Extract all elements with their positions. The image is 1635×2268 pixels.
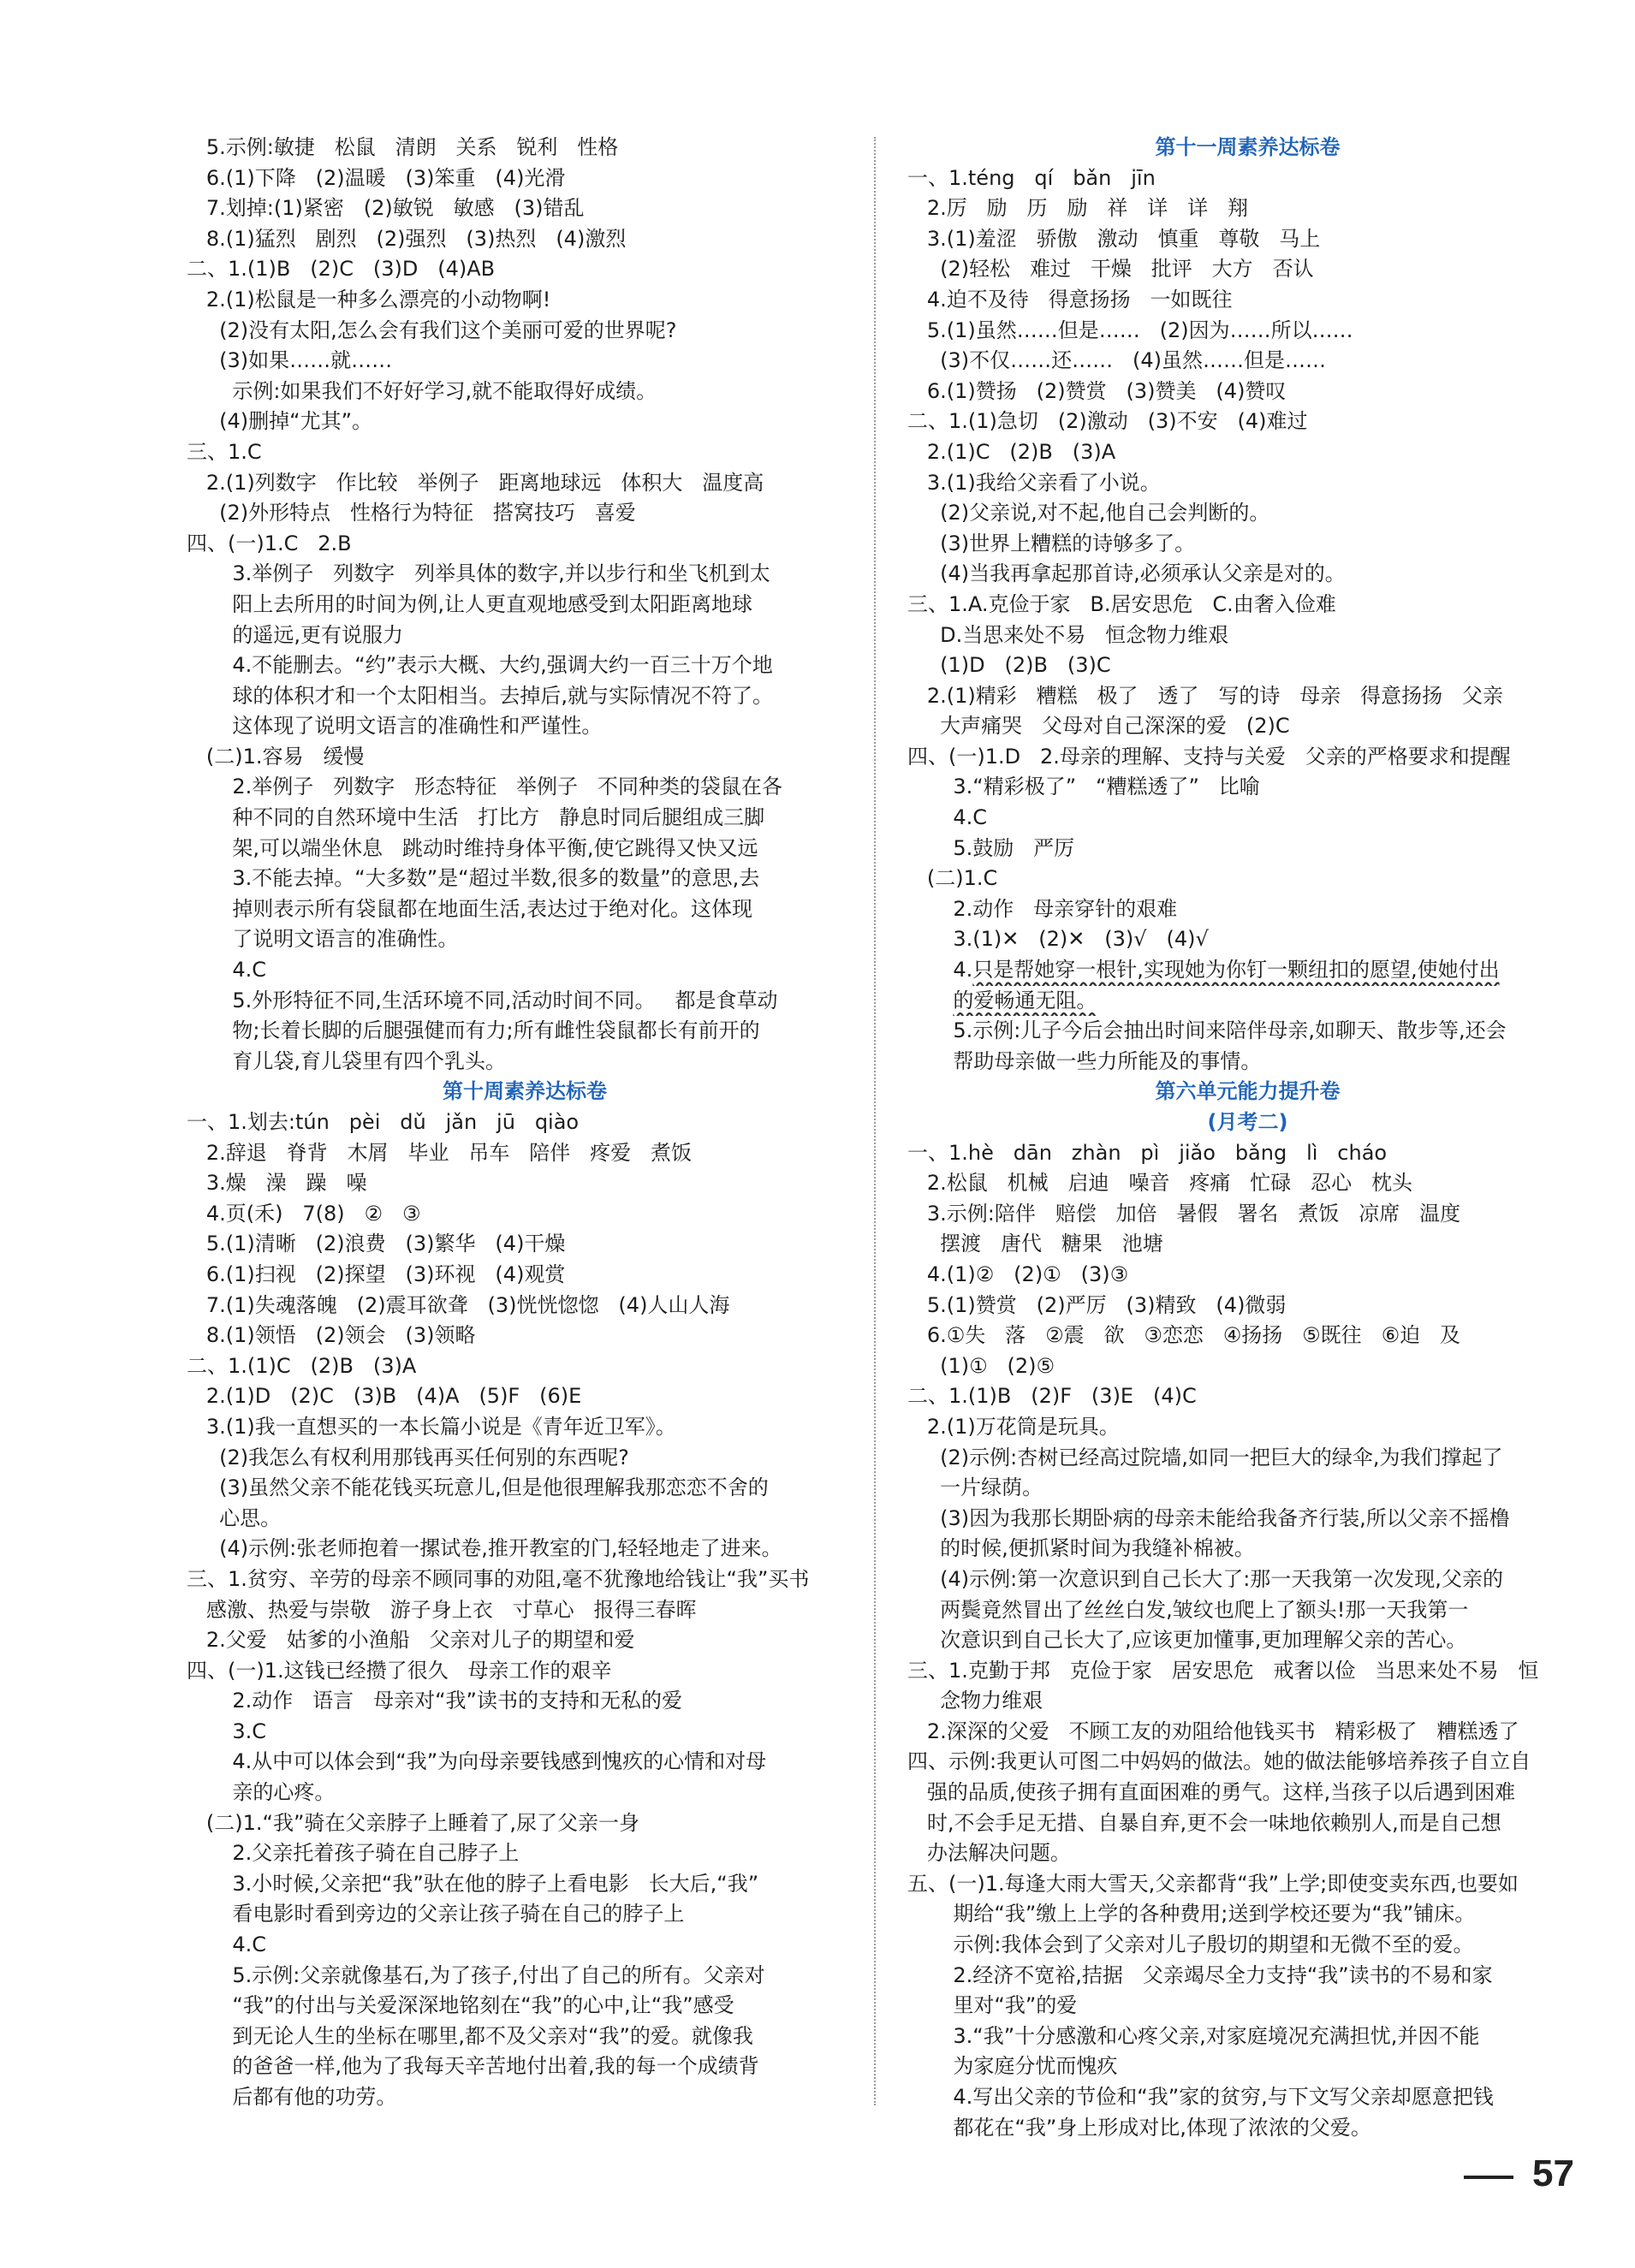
- answer-line: 育儿袋,育儿袋里有四个乳头。: [187, 1048, 507, 1073]
- answer-line: 心思。: [187, 1505, 282, 1530]
- answer-line: 二、1.(1)C (2)B (3)A: [187, 1353, 417, 1378]
- answer-line: 示例:如果我们不好好学习,就不能取得好成绩。: [187, 378, 657, 403]
- answer-line: 三、1.克勤于邦 克俭于家 居安思危 戒奢以俭 当思来处不易 恒: [907, 1658, 1539, 1683]
- answer-line: (2)没有太阳,怎么会有我们这个美丽可爱的世界呢?: [187, 318, 677, 342]
- answer-line: 4.不能删去。“约”表示大概、大约,强调大约一百三十万个地: [187, 653, 773, 678]
- answer-line: 4.从中可以体会到“我”为向母亲要钱感到愧疚的心情和对母: [187, 1749, 767, 1774]
- answer-line: D.当思来处不易 恒念物力维艰: [907, 622, 1229, 647]
- answer-line: 一、1.hè dān zhàn pì jiǎo bǎng lì cháo: [907, 1140, 1388, 1165]
- answer-line: (2)我怎么有权利用那钱再买任何别的东西呢?: [187, 1445, 629, 1469]
- answer-line: 的爸爸一样,他为了我每天辛苦地付出着,我的每一个成绩背: [187, 2054, 759, 2079]
- section-title: (月考二): [1207, 1110, 1288, 1134]
- answer-line: 为家庭分忧而愧疚: [907, 2054, 1118, 2079]
- answer-line: 的时候,便抓紧时间为我缝补棉被。: [907, 1536, 1255, 1561]
- answer-line: 2.举例子 列数字 形态特征 举例子 不同种类的袋鼠在各: [187, 775, 782, 799]
- answer-line: (3)不仅……还…… (4)虽然……但是……: [907, 348, 1327, 373]
- answer-line: 后都有他的功劳。: [187, 2085, 397, 2109]
- answer-line: 摆渡 唐代 糖果 池塘: [907, 1232, 1163, 1256]
- answer-line: (4)示例:张老师抱着一摞试卷,推开教室的门,轻轻地走了进来。: [187, 1536, 782, 1561]
- answer-line: 4.C: [187, 958, 267, 983]
- answer-line: 架,可以端坐休息 跳动时维持身体平衡,使它跳得又快又远: [187, 835, 758, 860]
- answer-line: (4)示例:第一次意识到自己长大了:那一天我第一次发现,父亲的: [907, 1566, 1503, 1591]
- answer-line: 看电影时看到旁边的父亲让孩子骑在自己的脖子上: [187, 1902, 685, 1927]
- answer-line: 6.(1)下降 (2)温暖 (3)笨重 (4)光滑: [187, 165, 566, 190]
- answer-line: 5.(1)赞赏 (2)严厉 (3)精致 (4)微弱: [907, 1292, 1287, 1317]
- answer-line: (二)1.容易 缓慢: [187, 744, 365, 769]
- answer-line: 4.(1)② (2)① (3)③: [907, 1262, 1129, 1286]
- answer-line: 6.(1)赞扬 (2)赞赏 (3)赞美 (4)赞叹: [907, 378, 1287, 403]
- answer-line: 三、1.C: [187, 439, 262, 464]
- answer-line: 三、1.A.克俭于家 B.居安思危 C.由奢入俭难: [907, 591, 1336, 616]
- answer-line: 期给“我”缴上上学的各种费用;送到学校还要为“我”铺床。: [907, 1902, 1476, 1927]
- answer-line: 3.(1)✕ (2)✕ (3)√ (4)√: [907, 927, 1209, 952]
- answer-line: 3.C: [187, 1719, 267, 1743]
- answer-line: (2)示例:杏树已经高过院墙,如同一把巨大的绿伞,为我们撑起了: [907, 1445, 1503, 1469]
- answer-line: 2.(1)松鼠是一种多么漂亮的小动物啊!: [187, 287, 551, 312]
- left-column: [187, 133, 863, 2113]
- answer-line: 次意识到自己长大了,应该更加懂事,更加理解父亲的苦心。: [907, 1628, 1467, 1653]
- answer-line: 2.(1)精彩 糟糕 极了 透了 写的诗 母亲 得意扬扬 父亲: [907, 683, 1503, 708]
- answer-line: 3.不能去掉。“大多数”是“超过半数,很多的数量”的意思,去: [187, 866, 760, 891]
- answer-line: 2.辞退 脊背 木屑 毕业 吊车 陪伴 疼爱 煮饭: [187, 1140, 692, 1165]
- answer-line: 都花在“我”身上形成对比,体现了浓浓的父爱。: [907, 2115, 1371, 2140]
- answer-line: (4)当我再拿起那首诗,必须承认父亲是对的。: [907, 561, 1346, 586]
- wavy-underlined-text: 只是帮她穿一根针,实现她为你钉一颗纽扣的愿望,使她付出: [972, 958, 1500, 983]
- answer-line: 2.(1)万花筒是玩具。: [907, 1414, 1120, 1439]
- answer-line: 5.外形特征不同,生活环境不同,活动时间不同。 都是食草动: [187, 988, 778, 1012]
- answer-line: 亲的心疼。: [187, 1780, 336, 1805]
- answer-line: 四、(一)1.这钱已经攒了很久 母亲工作的艰辛: [187, 1658, 612, 1683]
- answer-line: 4.C: [187, 1933, 267, 1957]
- answer-line: 4.C: [907, 805, 988, 830]
- section-title: 第十一周素养达标卷: [1155, 135, 1341, 159]
- answer-line-wavy: [907, 986, 1588, 1017]
- answer-line: 感激、热爱与崇敬 游子身上衣 寸草心 报得三春晖: [187, 1597, 697, 1622]
- answer-line: (二)1.“我”骑在父亲脖子上睡着了,尿了父亲一身: [187, 1810, 640, 1835]
- answer-line: (3)世界上糟糕的诗够多了。: [907, 531, 1196, 555]
- answer-prefix: [907, 989, 953, 1012]
- answer-line: 二、1.(1)急切 (2)激动 (3)不安 (4)难过: [907, 409, 1308, 434]
- answer-line: 6.(1)扫视 (2)探望 (3)环视 (4)观赏: [187, 1262, 566, 1286]
- wavy-underlined-text: 的爱畅通无阻。: [953, 988, 1097, 1012]
- answer-line: 四、(一)1.D 2.母亲的理解、支持与关爱 父亲的严格要求和提醒: [907, 744, 1511, 769]
- answer-line: 2.(1)D (2)C (3)B (4)A (5)F (6)E: [187, 1384, 582, 1409]
- answer-line: (1)D (2)B (3)C: [907, 653, 1111, 678]
- answer-line: 3.举例子 列数字 列举具体的数字,并以步行和坐飞机到太: [187, 561, 770, 586]
- answer-line: 帮助母亲做一些力所能及的事情。: [907, 1048, 1262, 1073]
- answer-line: 4.写出父亲的节俭和“我”家的贫穷,与下文写父亲却愿意把钱: [907, 2085, 1494, 2109]
- answer-line: 4.迫不及待 得意扬扬 一如既往: [907, 287, 1233, 312]
- answer-line: 2.(1)C (2)B (3)A: [907, 439, 1116, 464]
- answer-line: 这体现了说明文语言的准确性和严谨性。: [187, 714, 603, 739]
- answer-line: 3.燥 澡 躁 噪: [187, 1171, 367, 1196]
- answer-line: 2.松鼠 机械 启迪 噪音 疼痛 忙碌 忍心 枕头: [907, 1171, 1412, 1196]
- answer-line: 一片绿荫。: [907, 1475, 1043, 1500]
- section-title: 第十周素养达标卷: [443, 1079, 607, 1104]
- answer-line: (4)删掉“尤其”。: [187, 409, 373, 434]
- answer-line: 2.父爱 姑爹的小渔船 父亲对儿子的期望和爱: [187, 1628, 635, 1653]
- answer-line: (3)虽然父亲不能花钱买玩意儿,但是他很理解我那恋恋不舍的: [187, 1475, 769, 1500]
- answer-line: 种不同的自然环境中生活 打比方 静息时同后腿组成三脚: [187, 805, 765, 830]
- answer-line: 一、1.téng qí bǎn jīn: [907, 165, 1156, 190]
- answer-line: (1)① (2)⑤: [907, 1353, 1055, 1378]
- answer-line: 3.(1)我给父亲看了小说。: [907, 470, 1161, 495]
- answer-line: 四、(一)1.C 2.B: [187, 531, 352, 555]
- answer-line: 四、示例:我更认可图二中妈妈的做法。她的做法能够培养孩子自立自: [907, 1749, 1531, 1774]
- answer-line: 大声痛哭 父母对自己深深的爱 (2)C: [907, 714, 1290, 739]
- answer-line: 里对“我”的爱: [907, 1993, 1078, 2018]
- answer-line: 示例:我体会到了父亲对儿子殷切的期望和无微不至的爱。: [907, 1933, 1474, 1957]
- answer-line: 3.(1)羞涩 骄傲 激动 慎重 尊敬 马上: [907, 226, 1321, 251]
- answer-line: 2.父亲托着孩子骑在自己脖子上: [187, 1841, 520, 1866]
- answer-line: (2)轻松 难过 干燥 批评 大方 否认: [907, 257, 1314, 282]
- column-divider: [874, 137, 876, 2105]
- answer-line: 五、(一)1.每逢大雨大雪天,父亲都背“我”上学;即使变卖东西,也要如: [907, 1871, 1519, 1896]
- answer-line-wavy: [907, 955, 1588, 986]
- answer-line: “我”的付出与关爱深深地铭刻在“我”的心中,让“我”感受: [187, 1993, 734, 2018]
- answer-line: 5.(1)虽然……但是…… (2)因为……所以……: [907, 318, 1353, 342]
- answer-line: 了说明文语言的准确性。: [187, 927, 459, 952]
- answer-line: 物;长着长脚的后腿强健而有力;所有雌性袋鼠都长有前开的: [187, 1018, 760, 1043]
- answer-line: 2.(1)列数字 作比较 举例子 距离地球远 体积大 温度高: [187, 470, 764, 495]
- answer-line: 三、1.贫穷、辛劳的母亲不顾同事的劝阻,毫不犹豫地给钱让“我”买书: [187, 1566, 810, 1591]
- answer-line: 办法解决问题。: [907, 1841, 1071, 1866]
- answer-line: (3)因为我那长期卧病的母亲未能给我备齐行装,所以父亲不摇橹: [907, 1505, 1510, 1530]
- answer-line: 5.示例:父亲就像基石,为了孩子,付出了自己的所有。父亲对: [187, 1962, 765, 1987]
- answer-line: (3)如果……就……: [187, 348, 393, 373]
- answer-line: 二、1.(1)B (2)F (3)E (4)C: [907, 1384, 1197, 1409]
- answer-line: 的遥远,更有说服力: [187, 622, 404, 647]
- answer-line: 5.鼓励 严厉: [907, 835, 1075, 860]
- section-title: 第六单元能力提升卷: [1155, 1079, 1341, 1104]
- answer-line: 8.(1)领悟 (2)领会 (3)领略: [187, 1323, 476, 1348]
- answer-line: (二)1.C: [907, 866, 998, 891]
- answer-line: 一、1.划去:tún pèi dǔ jǎn jū qiào: [187, 1110, 580, 1134]
- right-column: [907, 133, 1588, 2143]
- answer-line: 3.(1)我一直想买的一本长篇小说是《青年近卫军》。: [187, 1414, 676, 1439]
- answer-line: 两鬓竟然冒出了丝丝白发,皱纹也爬上了额头!那一天我第一: [907, 1597, 1469, 1622]
- answer-line: 6.①失 落 ②震 欲 ③恋恋 ④扬扬 ⑤既往 ⑥迫 及: [907, 1323, 1460, 1348]
- page-number-dash: [1464, 2176, 1513, 2179]
- answer-line: 3.“精彩极了” “糟糕透了” 比喻: [907, 775, 1260, 799]
- answer-line: 5.示例:敏捷 松鼠 清朗 关系 锐利 性格: [187, 135, 619, 159]
- answer-line: 时,不会手足无措、自暴自弃,更不会一味地依赖别人,而是自己想: [907, 1810, 1501, 1835]
- answer-line: 2.深深的父爱 不顾工友的劝阻给他钱买书 精彩极了 糟糕透了: [907, 1719, 1519, 1743]
- answer-prefix: 4.: [907, 958, 973, 983]
- answer-line: 强的品质,使孩子拥有直面困难的勇气。这样,当孩子以后遇到困难: [907, 1780, 1516, 1805]
- answer-line: 7.(1)失魂落魄 (2)震耳欲聋 (3)恍恍惚惚 (4)人山人海: [187, 1292, 730, 1317]
- answer-line: 二、1.(1)B (2)C (3)D (4)AB: [187, 257, 496, 282]
- answer-line: (2)外形特点 性格行为特征 搭窝技巧 喜爱: [187, 501, 636, 525]
- answer-line: 阳上去所用的时间为例,让人更直观地感受到太阳距离地球: [187, 591, 753, 616]
- answer-line: 球的体积才和一个太阳相当。去掉后,就与实际情况不符了。: [187, 683, 774, 708]
- answer-line: 3.示例:陪伴 赔偿 加倍 暑假 署名 煮饭 凉席 温度: [907, 1201, 1461, 1226]
- answer-line: 5.(1)清晰 (2)浪费 (3)繁华 (4)干燥: [187, 1232, 566, 1256]
- answer-line: 8.(1)猛烈 剧烈 (2)强烈 (3)热烈 (4)激烈: [187, 226, 627, 251]
- answer-line: 2.动作 语言 母亲对“我”读书的支持和无私的爱: [187, 1689, 682, 1713]
- answer-line: (2)父亲说,对不起,他自己会判断的。: [907, 501, 1270, 525]
- answer-line: 念物力维艰: [907, 1689, 1043, 1713]
- answer-line: 掉则表示所有袋鼠都在地面生活,表达过于绝对化。这体现: [187, 896, 753, 921]
- answer-line: 3.“我”十分感激和心疼父亲,对家庭境况充满担忧,并因不能: [907, 2023, 1480, 2048]
- page-number: 57: [1532, 2152, 1574, 2194]
- answer-line: 2.动作 母亲穿针的艰难: [907, 896, 1178, 921]
- answer-line: 5.示例:儿子今后会抽出时间来陪伴母亲,如聊天、散步等,还会: [907, 1018, 1507, 1043]
- answer-line: 2.厉 励 历 励 祥 详 详 翔: [907, 196, 1248, 221]
- answer-line: 3.小时候,父亲把“我”驮在他的脖子上看电影 长大后,“我”: [187, 1871, 759, 1896]
- answer-line: 到无论人生的坐标在哪里,都不及父亲对“我”的爱。就像我: [187, 2023, 753, 2048]
- answer-line: 7.划掉:(1)紧密 (2)敏锐 敏感 (3)错乱: [187, 196, 585, 221]
- answer-line: 4.页(禾) 7(8) ② ③: [187, 1201, 421, 1226]
- answer-line: 2.经济不宽裕,拮据 父亲竭尽全力支持“我”读书的不易和家: [907, 1962, 1493, 1987]
